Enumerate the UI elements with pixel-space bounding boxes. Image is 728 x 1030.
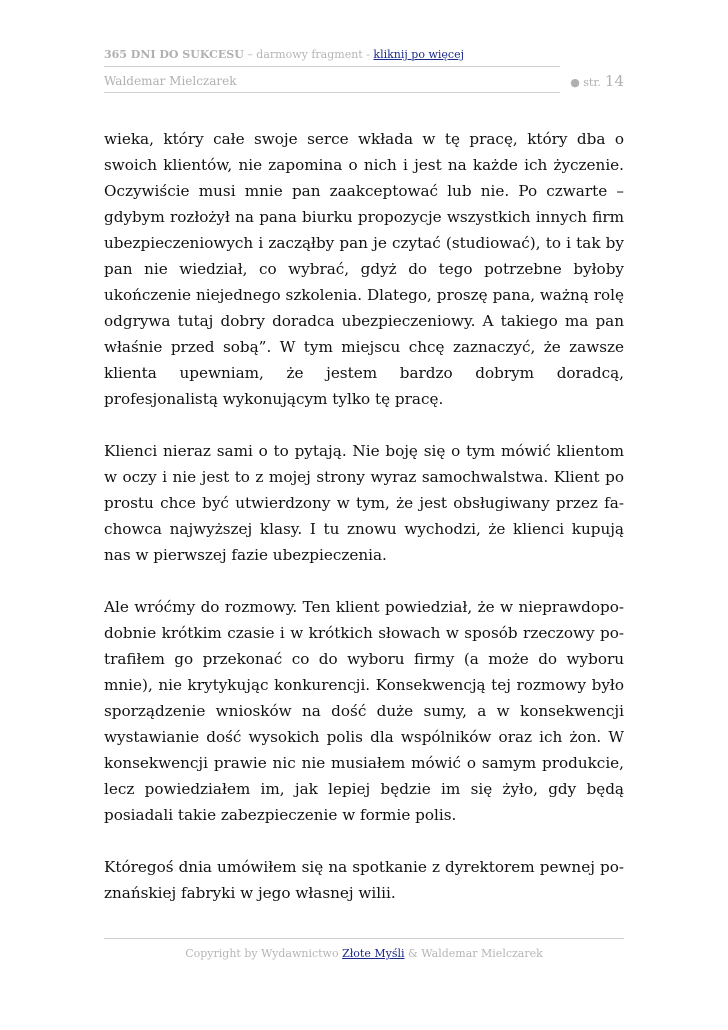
- header-book-line: [104, 48, 624, 62]
- header-separator: –: [243, 48, 257, 61]
- header-author-line: [104, 73, 624, 91]
- page-indicator: [570, 73, 624, 91]
- more-link[interactable]: kliknij po więcej: [373, 48, 464, 61]
- page-number: 14: [604, 72, 624, 90]
- copyright-line: [104, 947, 624, 961]
- book-title: 365 DNI DO SUKCESU: [104, 48, 244, 61]
- copyright-prefix: Copyright by Wydawnictwo: [185, 947, 343, 960]
- page-header: [104, 48, 624, 90]
- free-fragment-label: darmowy fragment -: [256, 48, 374, 61]
- header-divider-bottom: [104, 92, 560, 93]
- page-label: ● str.: [570, 76, 601, 89]
- paragraph: Ale wróćmy do rozmowy. Ten klient powiedział, że w nieprawdopodobnie krótkim czasie i w krótkich słowach w sposób rzeczowy potrafiłem go przekonać co do wyboru firmy (a może do wyboru mnie), nie krytykując konkurencji. Konsekwencją tej rozmowy było sporządzenie wniosków na dość duże sumy, a w konsekwencji wystawianie dość wysokich polis dla wspólników oraz ich żon. W konsekwencji prawie nic nie musiałem mówić o samym produkcie, lecz powiedziałem im, jak lepiej będzie im się żyło, gdy będą posiadali takie zabezpieczenie w formie polis.: [104, 598, 624, 824]
- header-divider-top: [104, 66, 560, 67]
- page-body: [104, 126, 624, 932]
- footer-divider: [104, 938, 624, 939]
- copyright-suffix: & Waldemar Mielczarek: [404, 947, 543, 960]
- page-footer: [104, 938, 624, 961]
- paragraph: Klienci nieraz sami o to pytają. Nie boję się o tym mówić klientom w oczy i nie jest to z mojej strony wyraz samochwalstwa. Klient po prostu chce być utwierdzony w tym, że jest obsługiwany przez fachowca najwyższej klasy. I tu znowu wychodzi, że klienci kupują nas w pierwszej fazie ubezpieczenia.: [104, 442, 624, 564]
- author-name: Waldemar Mielczarek: [104, 74, 237, 88]
- paragraph: Któregoś dnia umówiłem się na spotkanie z dyrektorem pewnej poznańskiej fabryki w jego własnej wilii.: [104, 858, 624, 902]
- publisher-link[interactable]: Złote Myśli: [342, 947, 405, 960]
- paragraph: wieka, który całe swoje serce wkłada w tę pracę, który dba o swoich klientów, nie zapomina o nich i jest na każde ich życzenie. Oczywiście musi mnie pan zaakceptować lub nie. Po czwarte – gdybym rozłożył na pana biurku propozycje wszystkich innych firm ubezpieczeniowych i zacząłby pan je czytać (studiować), to i tak by pan nie wiedział, co wybrać, gdyż do tego potrzebne byłoby ukończenie niejednego szkolenia. Dlatego, proszę pana, ważną rolę odgrywa tutaj dobry doradca ubezpieczeniowy. A takiego ma pan właśnie przed sobą”. W tym miejscu chcę zaznaczyć, że zawsze klienta upewniam, że jestem bardzo dobrym doradcą, profesjonalistą wykonującym tylko tę pracę.: [104, 130, 624, 408]
